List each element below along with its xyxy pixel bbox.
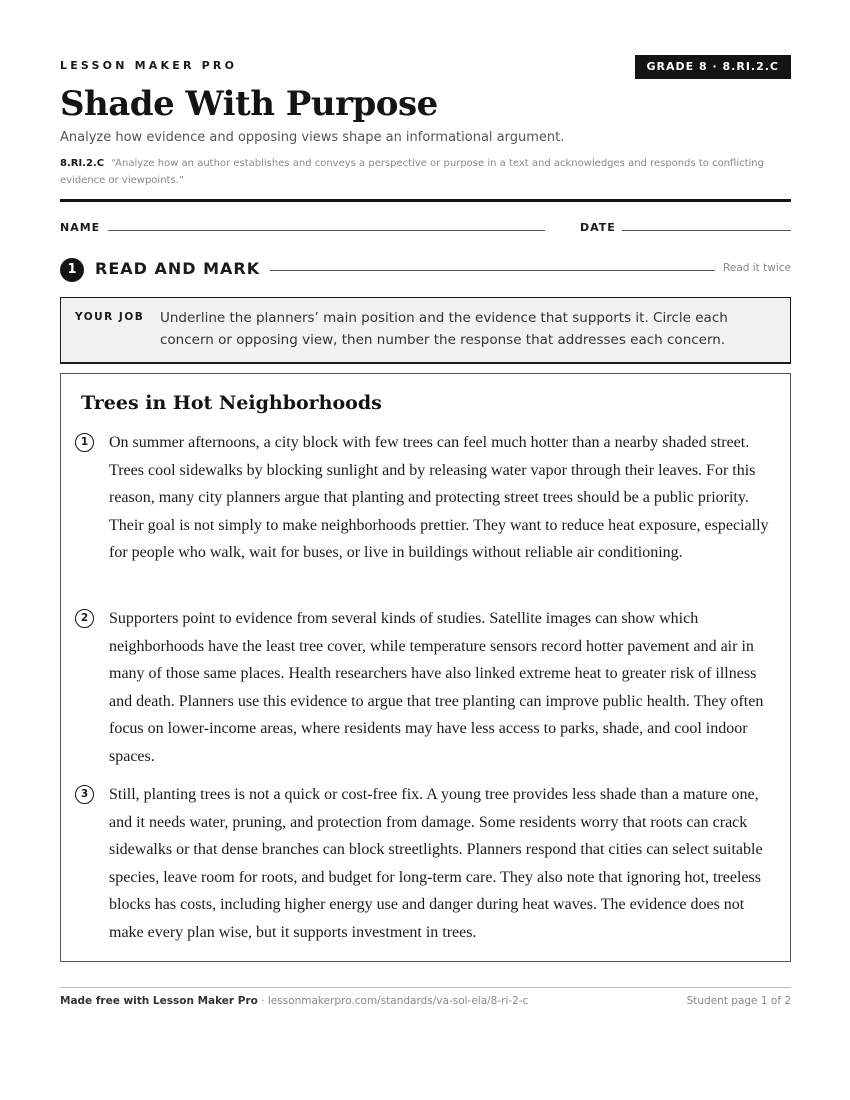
standard-code: 8.RI.2.C (60, 158, 105, 169)
standard-text: “Analyze how an author establishes and conveys a perspective or purpose in a text and acknowledges and responds to conflicting evidence or viewpoints.” (60, 158, 764, 186)
instructions-label: YOUR JOB (75, 311, 145, 323)
paragraph-number: 1 (75, 433, 94, 452)
name-date-row (60, 218, 791, 238)
footer-url[interactable]: lessonmakerpro.com/standards/va-sol-ela/8-ri-2-c (267, 995, 529, 1007)
page-number: Student page 1 of 2 (686, 995, 791, 1007)
brand-name: LESSON MAKER PRO (60, 59, 238, 72)
brand-row (60, 55, 791, 79)
paragraph-number: 2 (75, 609, 94, 628)
footer-credit: Made free with Lesson Maker Pro (60, 995, 258, 1007)
footer-divider (60, 987, 791, 988)
section-title: READ AND MARK (95, 259, 261, 278)
name-field[interactable] (108, 230, 545, 231)
instructions-box (60, 297, 791, 364)
date-label: DATE (580, 221, 616, 234)
date-field[interactable] (622, 230, 791, 231)
grade-badge: GRADE 8 · 8.RI.2.C (635, 55, 791, 79)
paragraph-text: On summer afternoons, a city block with few trees can feel much hotter than a nearby shaded street. Trees cool sidewalks by blocking sunlight and by releasing water vapor through their leaves. For this reason, many city planners argue that planting and protecting street trees should be a public priority. Their goal is not simply to make neighborhoods prettier. They want to reduce heat exposure, especially for people who walk, wait for buses, or live in buildings without reliable air conditioning. (109, 434, 769, 562)
header-divider (60, 199, 791, 202)
paragraph-text: Still, planting trees is not a quick or cost-free fix. A young tree provides less shade than a mature one, and it needs water, pruning, and protection from damage. Some residents worry that roots can crack sidewalks or that dense branches can block streetlights. Planners respond that cities can select suitable species, leave room for roots, and budget for long-term care. They also note that ignoring hot, treeless blocks has costs, including higher energy use and danger during heat waves. The evidence does not make every plan wise, but it supports investment in trees. (109, 786, 763, 941)
page-subtitle: Analyze how evidence and opposing views shape an informational argument. (60, 130, 565, 145)
page-title: Shade With Purpose (60, 84, 438, 124)
page-footer (60, 995, 791, 1007)
section-rule (270, 270, 715, 271)
paragraph-text: Supporters point to evidence from several kinds of studies. Satellite images can show which neighborhoods have the least tree cover, while temperature sensors record hotter pavement and air in many of those same places. Health researchers have also linked extreme heat to greater risk of illness and death. Planners use this evidence to argue that tree planting can improve public health. They often focus on lower-income areas, where residents may have less access to parks, shade, and cool indoor spaces. (109, 610, 764, 765)
instructions-text: Underline the planners’ main position and the evidence that supports it. Circle each concern or opposing view, then number the response that addresses each concern. (160, 310, 728, 348)
standard-description (60, 155, 791, 189)
section-header (60, 257, 791, 283)
section-note: Read it twice (723, 262, 791, 274)
paragraph-number: 3 (75, 785, 94, 804)
name-label: NAME (60, 221, 101, 234)
footer-separator: · (257, 995, 268, 1007)
reading-passage (60, 373, 791, 962)
section-number-badge: 1 (60, 258, 84, 282)
passage-title: Trees in Hot Neighborhoods (81, 392, 382, 414)
